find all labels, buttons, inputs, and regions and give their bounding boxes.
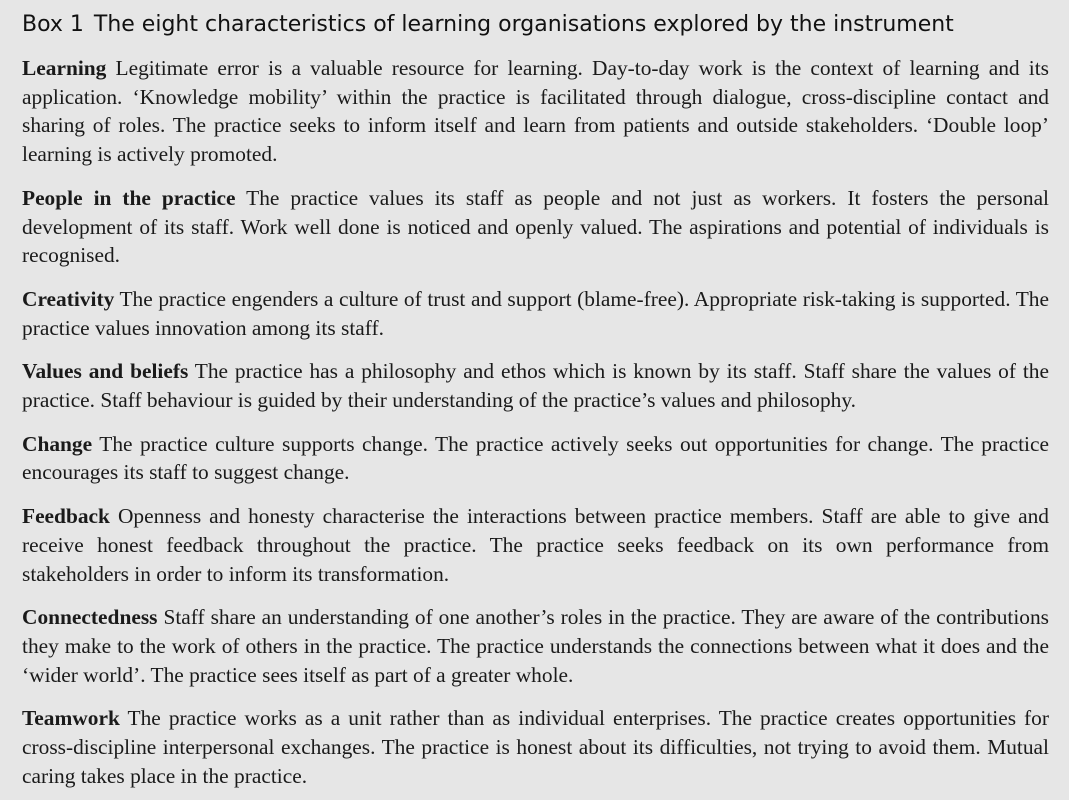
entry-term: Creativity (22, 286, 115, 311)
entry-term: People in the practice (22, 185, 236, 210)
box-label: Box 1 (22, 12, 84, 37)
entry-text: The practice works as a unit rather than as individual enterprises. The practice creates opportunities for cross-discipline interpersonal exchanges. The practice is honest about its difficulties, not trying to avoid them. Mutual caring takes place in the practice. (22, 706, 1049, 788)
entry-term: Feedback (22, 504, 110, 529)
entry-teamwork (22, 704, 1049, 790)
entry-term: Learning (22, 56, 107, 80)
box-title: The eight characteristics of learning organisations explored by the instrument (93, 12, 954, 37)
entry-creativity (22, 285, 1049, 342)
entry-feedback (22, 502, 1049, 588)
entry-text: The practice engenders a culture of trust and support (blame-free). Appropriate risk-taking is supported. The practice values innovation among its staff. (22, 286, 1049, 340)
entry-people-in-the-practice (22, 184, 1049, 270)
entry-term: Values and beliefs (22, 359, 189, 384)
entry-change (22, 430, 1049, 487)
entry-learning (22, 54, 1049, 169)
entry-values-and-beliefs (22, 357, 1049, 414)
box-heading (22, 10, 1049, 40)
entry-text: The practice culture supports change. The practice actively seeks out opportunities for change. The practice encourages its staff to suggest change. (22, 431, 1049, 485)
entry-text: The practice has a philosophy and ethos which is known by its staff. Staff share the values of the practice. Staff behaviour is guided by their understanding of the practice’s values and philosophy. (22, 359, 1049, 413)
entry-connectedness (22, 603, 1049, 689)
entry-text: Staff share an understanding of one another’s roles in the practice. They are aware of the contributions they make to the work of others in the practice. The practice understands the connections between what it does and the ‘wider world’. The practice sees itself as part of a greater whole. (22, 605, 1049, 687)
entry-text: Legitimate error is a valuable resource for learning. Day-to-day work is the context of learning and its application. ‘Knowledge mobility’ within the practice is facilitated through dialogue, cross-discipline contact and sharing of roles. The practice seeks to inform itself and learn from patients and outside stakeholders. ‘Double loop’ learning is actively promoted. (22, 56, 1049, 167)
entry-text: The practice values its staff as people and not just as workers. It fosters the personal development of its staff. Work well done is noticed and openly valued. The aspirations and potential of individuals is recognised. (22, 185, 1050, 268)
entry-term: Change (22, 431, 93, 456)
entry-term: Teamwork (22, 706, 120, 731)
entry-term: Connectedness (22, 605, 158, 630)
entry-text: Openness and honesty characterise the interactions between practice members. Staff are able to give and receive honest feedback throughout the practice. The practice seeks feedback on its own performance from stakeholders in order to inform its transformation. (22, 504, 1049, 586)
